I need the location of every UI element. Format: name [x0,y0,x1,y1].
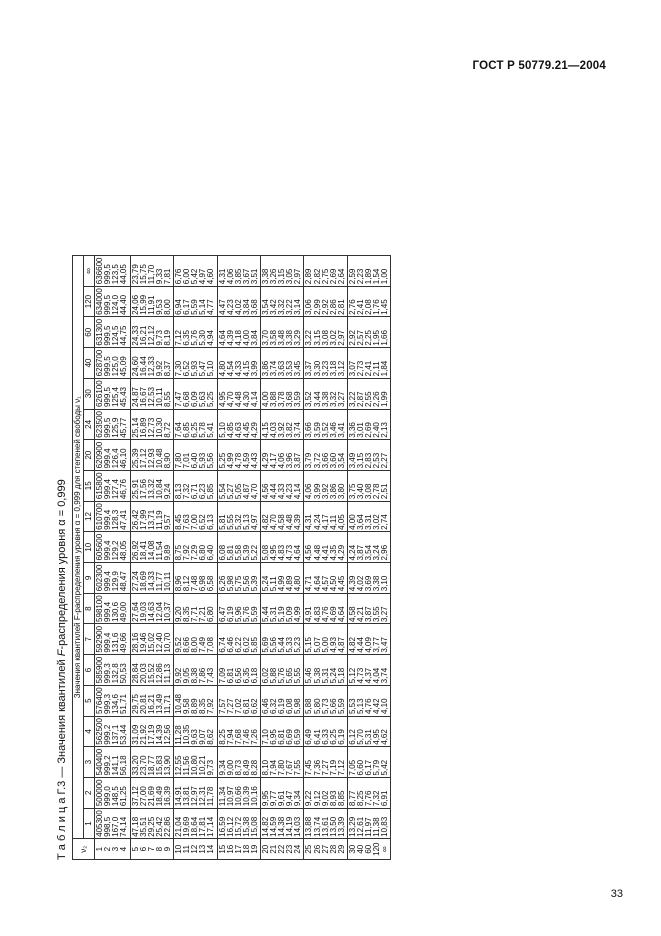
row-label: 29 [336,844,346,854]
table-cell: 5,53 5,13 4,76 4,42 4,10 [347,685,390,716]
table-cell: 24,06 15,99 11,91 9,53 8,00 [130,286,173,317]
table-cell: 14,82 14,59 14,38 14,19 14,03 [260,808,303,839]
row-label: 1 [95,846,105,852]
table-cell: 7,05 6,60 6,17 5,79 5,42 [347,747,390,778]
table-cell: 9,20 8,35 7,71 7,21 6,80 [174,593,217,624]
table-cell: 7,45 7,36 7,27 7,19 7,12 [304,747,347,778]
table-cell: 6,46 6,32 6,19 6,08 5,98 [260,685,303,716]
table-cell: 6,49 6,41 6,33 6,25 6,19 [304,716,347,747]
table-cell: 4,82 4,44 4,09 3,77 3,47 [347,624,390,655]
row-label: 14 [206,844,216,854]
table-cell: 47,18 35,51 29,25 25,42 22,86 [130,808,173,839]
table-cell: 628700 999,5 125,0 45,09 [95,349,129,377]
table-cell: 29,75 20,81 16,21 13,49 11,71 [130,685,173,716]
v1-span-header: Значения квантилей F-распределения уровня α = 0,999 для степеней свободы ν₁ [73,256,84,839]
table-cell: 25,14 16,89 12,73 10,30 8,72 [130,409,173,440]
column-header: 60 [84,317,95,348]
row-label: 25 [304,844,314,854]
table-cell: 634000 999,5 124,0 44,40 [95,288,129,315]
table-cell: 8,13 7,32 6,71 6,23 5,85 [174,470,217,501]
table-cell: 636600 999,5 123,5 44,05 [95,257,129,285]
table-cell: 405300 998,5 167,0 74,14 [95,810,129,837]
table-cell: 6,08 5,81 5,58 5,39 5,22 [217,532,260,563]
table-cell: 4,95 4,70 4,48 4,30 4,14 [217,378,260,409]
table-cell: 3,66 3,59 3,52 3,46 3,41 [304,409,347,440]
table-cell: 2,59 2,23 1,89 1,54 1,00 [347,256,390,287]
table-cell: 562500 999,2 137,1 53,44 [95,718,129,745]
table-cell: 12,55 11,56 10,80 10,21 9,73 [174,747,217,778]
column-header: 10 [84,532,95,563]
table-cell: 9,92 9,05 8,38 7,86 7,43 [174,655,217,686]
table-cell: 7,10 6,95 6,81 6,69 6,59 [260,716,303,747]
table-cell: 16,59 16,12 15,72 15,38 15,08 [217,808,260,839]
table-cell: 5,44 5,31 5,19 5,09 4,99 [260,593,303,624]
table-cell: 4,47 4,23 4,02 3,84 3,68 [217,286,260,317]
row-label: 26 [312,844,322,854]
row-label: 13 [198,844,208,854]
table-cell: 9,22 9,12 9,02 8,93 8,85 [304,777,347,808]
table-cell: 4,15 4,03 3,92 3,82 3,74 [260,409,303,440]
table-cell: 3,54 3,42 3,32 3,22 3,14 [260,286,303,317]
table-cell: 592900 999,4 131,6 49,66 [95,625,129,653]
table-cell: 615800 999,4 127,4 46,76 [95,472,129,500]
table-row [260,256,303,860]
column-header: 12 [84,501,95,532]
table-cell: 6,26 5,98 5,75 5,56 5,39 [217,563,260,594]
table-cell: 4,06 3,99 3,92 3,86 3,80 [304,470,347,501]
row-label: 18 [241,844,251,854]
table-cell: 7,12 6,35 5,76 5,30 4,94 [174,317,217,348]
table-cell: 26,42 17,99 13,71 11,19 9,57 [130,501,173,532]
table-cell: 598100 999,4 130,6 49,00 [95,595,129,622]
row-label: 17 [233,844,243,854]
column-header: 5 [84,685,95,716]
row-label: 120 [372,842,382,856]
table-cell: 6,76 6,00 5,42 4,97 4,60 [174,256,217,287]
table-cell: 8,96 8,12 7,48 6,98 6,58 [174,563,217,594]
table-cell: 610700 999,4 128,3 47,41 [95,503,129,530]
table-cell: 24,60 16,44 12,33 9,92 8,37 [130,348,173,379]
row-label: 15 [217,844,227,854]
table-cell: 8,10 7,94 7,80 7,67 7,55 [260,747,303,778]
column-header: 7 [84,624,95,655]
table-cell: 3,36 3,01 2,69 2,40 2,13 [347,409,390,440]
column-header: 8 [84,593,95,624]
table-cell: 3,75 3,40 3,08 2,78 2,51 [347,470,390,501]
column-header: ∞ [84,256,95,287]
table-cell: 3,37 3,30 3,23 3,18 3,12 [304,348,347,379]
table-cell: 4,29 4,17 4,06 3,96 3,87 [260,440,303,471]
table-cell: 27,24 18,69 14,33 11,77 10,11 [130,563,173,594]
table-cell: 3,70 3,58 3,48 3,38 3,29 [260,317,303,348]
table-row [217,256,260,860]
table-cell: 540400 999,2 141,1 56,18 [95,748,129,776]
table-cell: 623500 999,5 125,9 45,77 [95,411,129,438]
row-label: 27 [320,844,330,854]
row-label: 9 [162,846,172,852]
row-label: ∞ [380,846,390,853]
column-header: 30 [84,378,95,409]
table-cell: 5,15 5,07 5,00 4,93 4,87 [304,624,347,655]
column-header: 40 [84,348,95,379]
row-label: 60 [364,844,374,854]
row-label: 3 [111,846,121,852]
table-cell: 5,54 5,27 5,05 4,87 4,70 [217,470,260,501]
table-cell: 13,88 13,74 13,61 13,50 13,39 [304,808,347,839]
table-cell: 13,29 12,61 11,97 11,38 10,83 [347,808,390,839]
table-cell: 9,34 9,00 8,73 8,49 8,28 [217,747,260,778]
table-cell: 576400 999,3 134,6 51,71 [95,687,129,715]
table-cell: 4,31 4,06 3,85 3,67 3,51 [217,256,260,287]
table-cell: 25,39 17,12 12,93 10,48 8,90 [130,440,173,471]
table-cell: 7,30 6,52 5,93 5,47 5,10 [174,348,217,379]
table-cell: 3,22 3,15 3,08 3,02 2,97 [304,317,347,348]
row-labels [260,839,303,860]
column-header: 24 [84,409,95,440]
row-labels [347,839,390,860]
row-label: 8 [154,846,164,852]
column-header: 2 [84,777,95,808]
table-cell: 5,10 4,85 4,63 4,45 4,29 [217,409,260,440]
row-label: 12 [190,844,200,854]
table-cell: 3,86 3,74 3,63 3,53 3,45 [260,348,303,379]
table-cell: 3,38 3,26 3,15 3,05 2,97 [260,256,303,287]
row-label: 23 [285,844,295,854]
row-label: 21 [269,844,279,854]
row-label: 5 [130,846,140,852]
caption-suffix: -распределения уровня α = 0,999 [56,479,68,650]
table-cell: 11,34 10,97 10,66 10,39 10,16 [217,777,260,808]
table-cell: 3,07 2,73 2,41 2,11 1,84 [347,348,390,379]
table-cell: 7,47 6,68 6,09 5,63 5,25 [174,378,217,409]
column-header: 3 [84,747,95,778]
table-cell: 3,49 3,15 2,83 2,53 2,27 [347,440,390,471]
table-cell: 2,76 2,41 2,08 1,76 1,45 [347,286,390,317]
row-label: 10 [174,844,184,854]
table-cell: 5,08 4,95 4,83 4,73 4,64 [260,532,303,563]
table-cell: 10,48 9,58 8,89 8,35 7,92 [174,685,217,716]
table-body [95,256,391,860]
table-cell: 5,81 5,55 5,32 5,13 4,97 [217,501,260,532]
table-cell: 24,87 16,67 12,53 10,11 8,55 [130,378,173,409]
table-cell: 4,00 3,88 3,78 3,68 3,59 [260,378,303,409]
table-cell: 626100 999,5 125,4 45,43 [95,380,129,408]
table-cell: 14,91 13,81 12,97 12,31 11,78 [174,777,217,808]
f-quantile-table [72,255,391,860]
table-cell: 27,64 19,03 14,63 12,04 10,37 [130,593,173,624]
table-cell: 23,79 15,75 11,70 9,33 7,81 [130,256,173,287]
column-header: 1 [84,808,95,839]
table-cell: 7,80 7,01 6,40 5,93 5,56 [174,440,217,471]
column-header: 6 [84,655,95,686]
table-row [174,256,217,860]
table-row [347,256,390,860]
table-cell: 5,12 4,73 4,37 4,04 3,74 [347,655,390,686]
table-cell: 7,57 7,27 7,02 6,81 6,62 [217,685,260,716]
column-header: 15 [84,470,95,501]
table-cell: 11,28 10,35 9,63 9,07 8,62 [174,716,217,747]
column-header: 20 [84,440,95,471]
row-labels [174,839,217,860]
table-cell: 9,52 8,66 8,00 7,49 7,08 [174,624,217,655]
table-cell: 2,92 2,57 2,25 1,95 1,66 [347,317,390,348]
row-label: 7 [146,846,156,852]
table-row [304,256,347,860]
table-cell: 7,64 6,85 6,25 5,78 5,41 [174,409,217,440]
row-label: 22 [277,844,287,854]
table-cell: 24,33 16,21 12,12 9,73 8,19 [130,317,173,348]
table-row [130,256,173,860]
table-cell: 4,58 4,21 3,87 3,55 3,27 [347,593,390,624]
table-cell: 33,20 23,70 18,77 15,83 13,90 [130,747,173,778]
table-caption [56,255,68,860]
table-cell: 8,75 7,92 7,29 6,80 6,40 [174,532,217,563]
table-cell: 6,94 6,17 5,59 5,14 4,77 [174,286,217,317]
table-cell: 585900 999,3 132,8 50,53 [95,656,129,684]
row-label: 20 [260,844,270,854]
table-cell: 4,00 3,64 3,31 3,02 2,74 [347,501,390,532]
column-header: 120 [84,286,95,317]
row-labels [304,839,347,860]
row-label: 30 [347,844,357,854]
row-labels [95,839,130,860]
caption-prefix: Т а б л и ц а Г.3 — Значения квантилей [56,656,68,860]
table-cell: 5,25 4,99 4,78 4,59 4,43 [217,440,260,471]
table-cell: 5,69 5,56 5,44 5,33 5,23 [260,624,303,655]
table-cell: 2,89 2,82 2,75 2,69 2,64 [304,256,347,287]
table-cell: 6,12 5,70 5,31 4,95 4,62 [347,716,390,747]
table-cell: 25,91 17,56 13,32 10,84 9,24 [130,470,173,501]
table-cell: 5,88 5,80 5,73 5,66 5,59 [304,685,347,716]
row-label: 24 [293,844,303,854]
table-cell: 5,24 5,11 4,99 4,89 4,80 [260,563,303,594]
table-cell: 4,24 3,87 3,54 3,24 2,96 [347,532,390,563]
table-cell: 3,52 3,44 3,38 3,32 3,27 [304,378,347,409]
table-cell: 8,45 7,63 7,00 6,52 6,13 [174,501,217,532]
column-header: 9 [84,563,95,594]
table-cell: 4,71 4,64 4,57 4,50 4,45 [304,563,347,594]
table-cell: 28,16 19,46 15,02 12,40 10,70 [130,624,173,655]
table-cell: 7,09 6,81 6,56 6,35 6,18 [217,655,260,686]
row-label: 16 [225,844,235,854]
table-cell: 4,56 4,44 4,33 4,23 4,14 [260,470,303,501]
table-cell: 4,56 4,48 4,41 4,35 4,29 [304,532,347,563]
row-labels [130,839,173,860]
table-cell: 28,84 20,03 15,52 12,86 11,13 [130,655,173,686]
row-label: 2 [103,846,113,852]
table-cell: 3,06 2,99 2,92 2,86 2,81 [304,286,347,317]
caption-f: F [56,649,68,657]
table-cell: 500000 999,0 148,5 61,25 [95,779,129,807]
row-label: 19 [249,844,259,854]
v2-header: ν₂ [73,839,95,860]
table-cell: 4,39 4,02 3,69 3,38 3,10 [347,563,390,594]
column-header-row [84,256,95,860]
table-cell: 602300 999,4 129,9 48,47 [95,564,129,592]
table-cell: 4,91 4,83 4,76 4,69 4,64 [304,593,347,624]
table-cell: 3,79 3,72 3,66 3,60 3,54 [304,440,347,471]
table-row [95,256,130,860]
table-cell: 4,31 4,24 4,17 4,11 4,05 [304,501,347,532]
table-cell: 8,77 8,25 7,76 7,32 6,91 [347,777,390,808]
table-cell: 6,47 6,19 5,96 5,76 5,59 [217,593,260,624]
row-label: 6 [138,846,148,852]
table-cell: 4,64 4,39 4,18 4,00 3,84 [217,317,260,348]
column-header: 4 [84,716,95,747]
table-cell: 4,82 4,70 4,58 4,48 4,39 [260,501,303,532]
table-cell: 5,46 5,38 5,31 5,24 5,18 [304,655,347,686]
row-label: 11 [182,845,192,854]
table-cell: 31,09 21,92 17,19 14,39 12,56 [130,716,173,747]
document-header: ГОСТ Р 50779.21—2004 [472,60,606,72]
table-cell: 631300 999,5 124,5 44,75 [95,318,129,346]
rotated-table-block [56,255,391,860]
table-cell: 26,92 18,41 14,08 11,54 9,89 [130,532,173,563]
page-number: 33 [610,888,623,900]
table-cell: 6,74 6,46 6,22 6,02 5,85 [217,624,260,655]
table-cell: 9,95 9,77 9,61 9,47 9,34 [260,777,303,808]
row-label: 28 [328,844,338,854]
table-cell: 620900 999,4 126,4 46,10 [95,441,129,469]
table-cell: 605600 999,4 129,2 48,05 [95,533,129,561]
table-cell: 37,12 27,00 21,69 18,49 16,39 [130,777,173,808]
table-cell: 21,04 19,69 18,64 17,81 17,14 [174,808,217,839]
row-label: 40 [356,844,365,854]
row-labels [217,839,260,860]
table-cell: 6,02 5,88 5,76 5,65 5,55 [260,655,303,686]
table-cell: 8,25 7,94 7,68 7,46 7,26 [217,716,260,747]
table-cell: 3,22 2,87 2,55 2,26 1,99 [347,378,390,409]
row-label: 4 [119,846,129,852]
table-cell: 4,80 4,54 4,33 4,15 3,99 [217,348,260,379]
